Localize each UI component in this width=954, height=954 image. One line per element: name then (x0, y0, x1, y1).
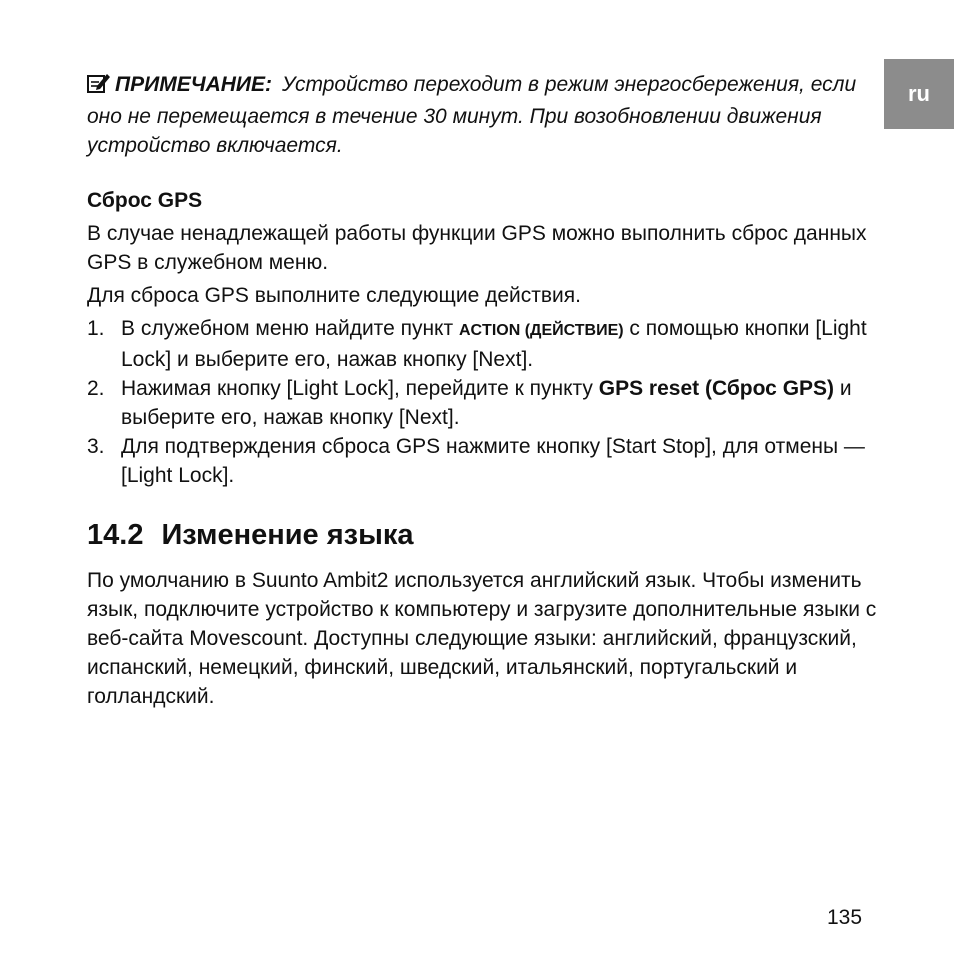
step-term: GPS reset (Сброс GPS) (598, 377, 835, 400)
step-term: ACTION (ДЕЙСТВИЕ) (458, 322, 624, 339)
note-label: ПРИМЕЧАНИЕ: (115, 73, 273, 96)
step-number: 1. (87, 317, 105, 340)
list-item (87, 374, 877, 432)
section-title: Изменение языка (161, 519, 414, 551)
step-text: В служебном меню найдите пункт (121, 317, 459, 340)
gps-reset-paragraph: В случае ненадлежащей работы функции GPS можно выполнить сброс данных GPS в служебном меню. (87, 222, 867, 274)
step-text: с помощью кнопки [Light Lock] и выберите его, нажав кнопку [Next]. (121, 317, 867, 371)
section-heading (87, 518, 877, 552)
step-number: 3. (87, 435, 105, 458)
list-item (87, 432, 877, 490)
note-text: Устройство переходит в режим энергосбережения, если оно не перемещается в течение 30 минут. При возобновлении движения устройство включается. (87, 73, 857, 157)
page-content (87, 70, 877, 715)
note-edit-icon (87, 72, 111, 102)
page-number: 135 (827, 906, 863, 929)
step-text: Для подтверждения сброса GPS нажмите кнопку [Start Stop], для отмены — [Light Lock]. (121, 435, 865, 487)
step-text: и выберите его, нажав кнопку [Next]. (121, 377, 852, 429)
step-text: Нажимая кнопку [Light Lock], перейдите к пункту (121, 377, 599, 400)
step-number: 2. (87, 377, 105, 400)
note-block (87, 70, 877, 160)
gps-reset-steps (87, 314, 877, 490)
section-number: 14.2 (87, 519, 144, 551)
list-item (87, 314, 877, 374)
gps-reset-heading: Сброс GPS (87, 189, 203, 212)
language-tab: ru (884, 59, 954, 129)
section-body: По умолчанию в Suunto Ambit2 используется английский язык. Чтобы изменить язык, подключите устройство к компьютеру и загрузите дополнительные языки с веб-сайта Movescount. Доступны следующие языки: английский, французский, испанский, немецкий, финский, шведский, итальянский, португальский и голландский. (87, 569, 877, 708)
gps-reset-instructions: Для сброса GPS выполните следующие действия. (87, 284, 581, 307)
